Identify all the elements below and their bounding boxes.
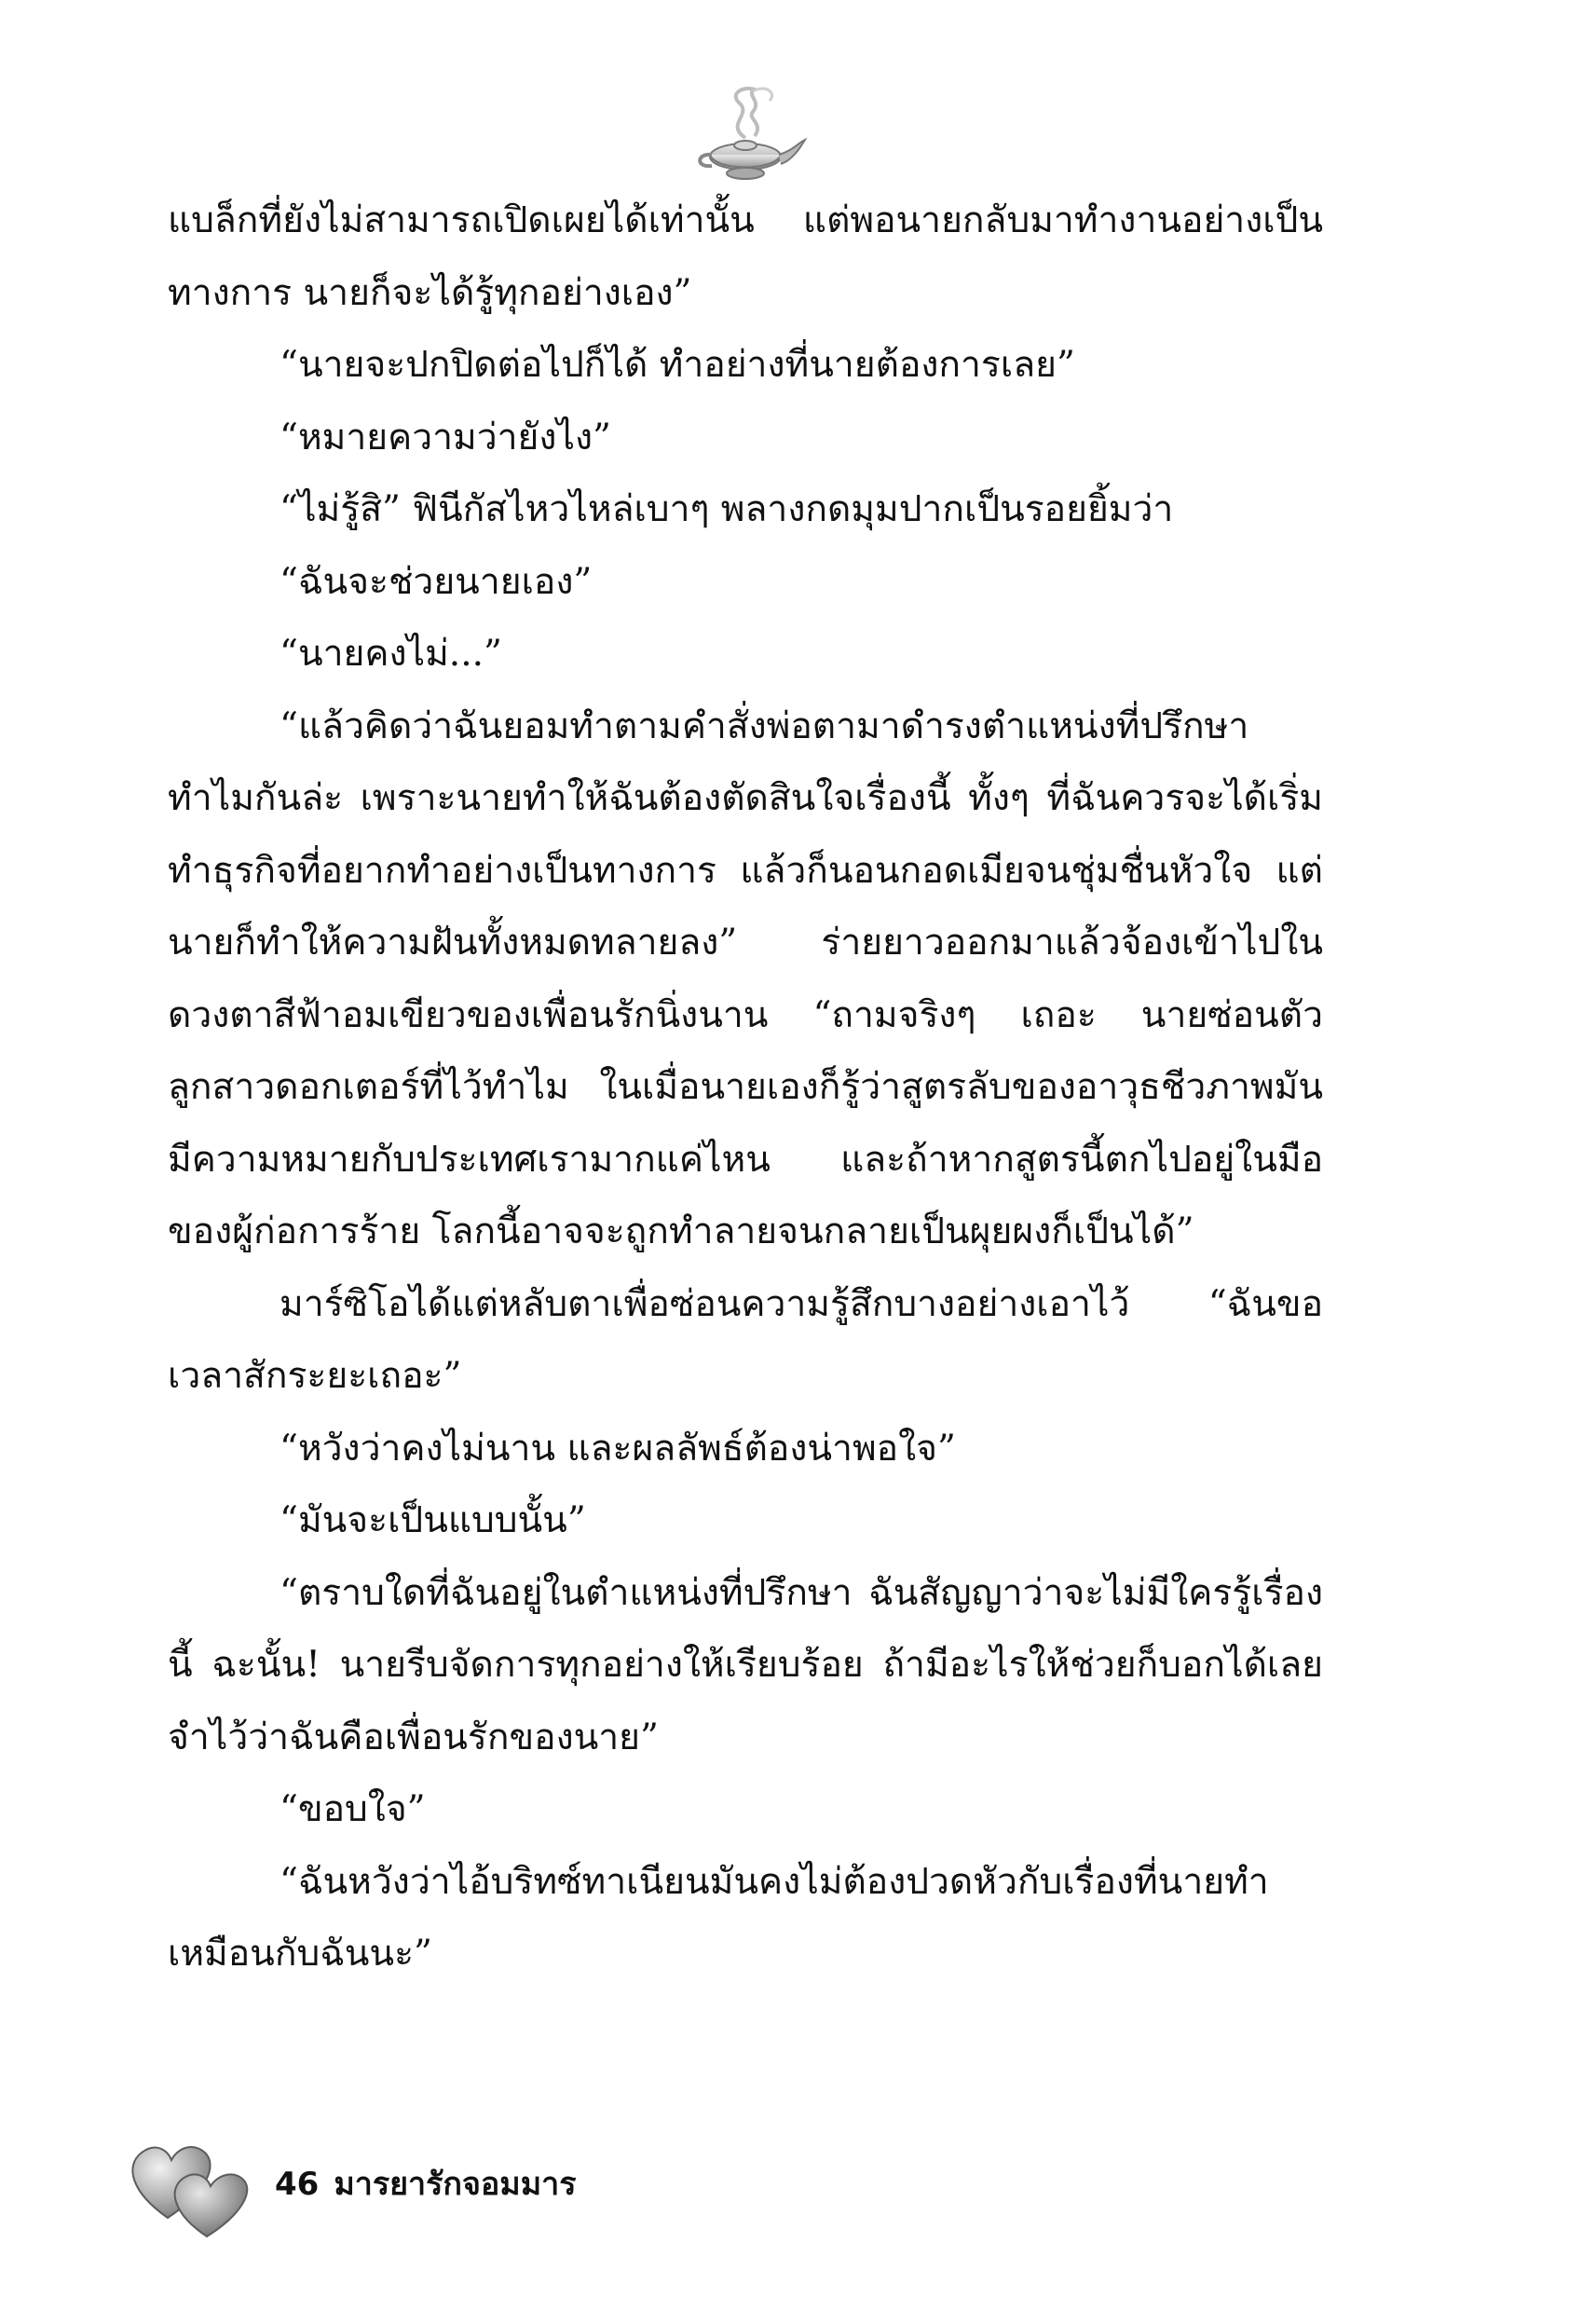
paragraph: “ขอบใจ” — [280, 1788, 426, 1830]
paragraph: “ฉันหวังว่าไอ้บริทซ์ทาเนียนมันคงไม่ต้องปวดหัวกับเรื่องที่นายทำเหมือนกับฉันนะ” — [168, 1860, 1269, 1975]
paragraph: “มันจะเป็นแบบนั้น” — [280, 1499, 586, 1541]
genie-lamp-icon — [688, 82, 809, 185]
body-text — [168, 185, 1323, 1990]
book-title: มารยารักจอมมาร — [334, 2166, 577, 2203]
paragraph: “นายคงไม่...” — [280, 633, 502, 675]
paragraph: “หมายความว่ายังไง” — [280, 416, 611, 458]
paragraph: มาร์ซิโอได้แต่หลับตาเพื่อซ่อนความรู้สึกบางอย่างเอาไว้ “ฉันขอเวลาสักระยะเถอะ” — [168, 1282, 1323, 1397]
paragraph: “ตราบใดที่ฉันอยู่ในตำแหน่งที่ปรึกษา ฉันสัญญาว่าจะไม่มีใครรู้เรื่องนี้ ฉะนั้น! นายรีบจัดการทุกอย่างให้เรียบร้อย ถ้ามีอะไรให้ช่วยก็บอกได้เลย จำไว้ว่าฉันคือเพื่อนรักของนาย” — [168, 1571, 1323, 1758]
footer-label — [275, 2164, 576, 2205]
page-number: 46 — [275, 2166, 320, 2203]
paragraph: “แล้วคิดว่าฉันยอมทำตามคำสั่งพ่อตามาดำรงตำแหน่งที่ปรึกษาทำไมกันล่ะ เพราะนายทำให้ฉันต้องตัดสินใจเรื่องนี้ ทั้งๆ ที่ฉันควรจะได้เริ่มทำธุรกิจที่อยากทำอย่างเป็นทางการ แล้วก็นอนกอดเมียจนชุ่มชื่นหัวใจ แต่นายก็ทำให้ความฝันทั้งหมดทลายลง” ร่ายยาวออกมาแล้วจ้องเข้าไปในดวงตาสีฟ้าอมเขียวของเพื่อนรักนิ่งนาน “ถามจริงๆ เถอะ นายซ่อนตัวลูกสาวดอกเตอร์ที่ไว้ทำไม ในเมื่อนายเองก็รู้ว่าสูตรลับของอาวุธชีวภาพมันมีความหมายกับประเทศเรามากแค่ไหน และถ้าหากสูตรนี้ตกไปอยู่ในมือของผู้ก่อการร้าย โลกนี้อาจจะถูกทำลายจนกลายเป็นผุยผงก็เป็นได้” — [168, 704, 1323, 1252]
paragraph: “ไม่รู้สิ” ฟินีกัสไหวไหล่เบาๆ พลางกดมุมปากเป็นรอยยิ้มว่า — [280, 488, 1174, 530]
hearts-icon — [121, 2125, 270, 2246]
page-footer — [121, 2125, 773, 2246]
paragraph: “นายจะปกปิดต่อไปก็ได้ ทำอย่างที่นายต้องการเลย” — [280, 344, 1075, 386]
paragraph: แบล็กที่ยังไม่สามารถเปิดเผยได้เท่านั้น แต่พอนายกลับมาทำงานอย่างเป็นทางการ นายก็จะได้รู้ทุกอย่างเอง” — [168, 199, 1323, 314]
paragraph: “หวังว่าคงไม่นาน และผลลัพธ์ต้องน่าพอใจ” — [280, 1427, 956, 1470]
paragraph: “ฉันจะช่วยนายเอง” — [280, 560, 593, 603]
